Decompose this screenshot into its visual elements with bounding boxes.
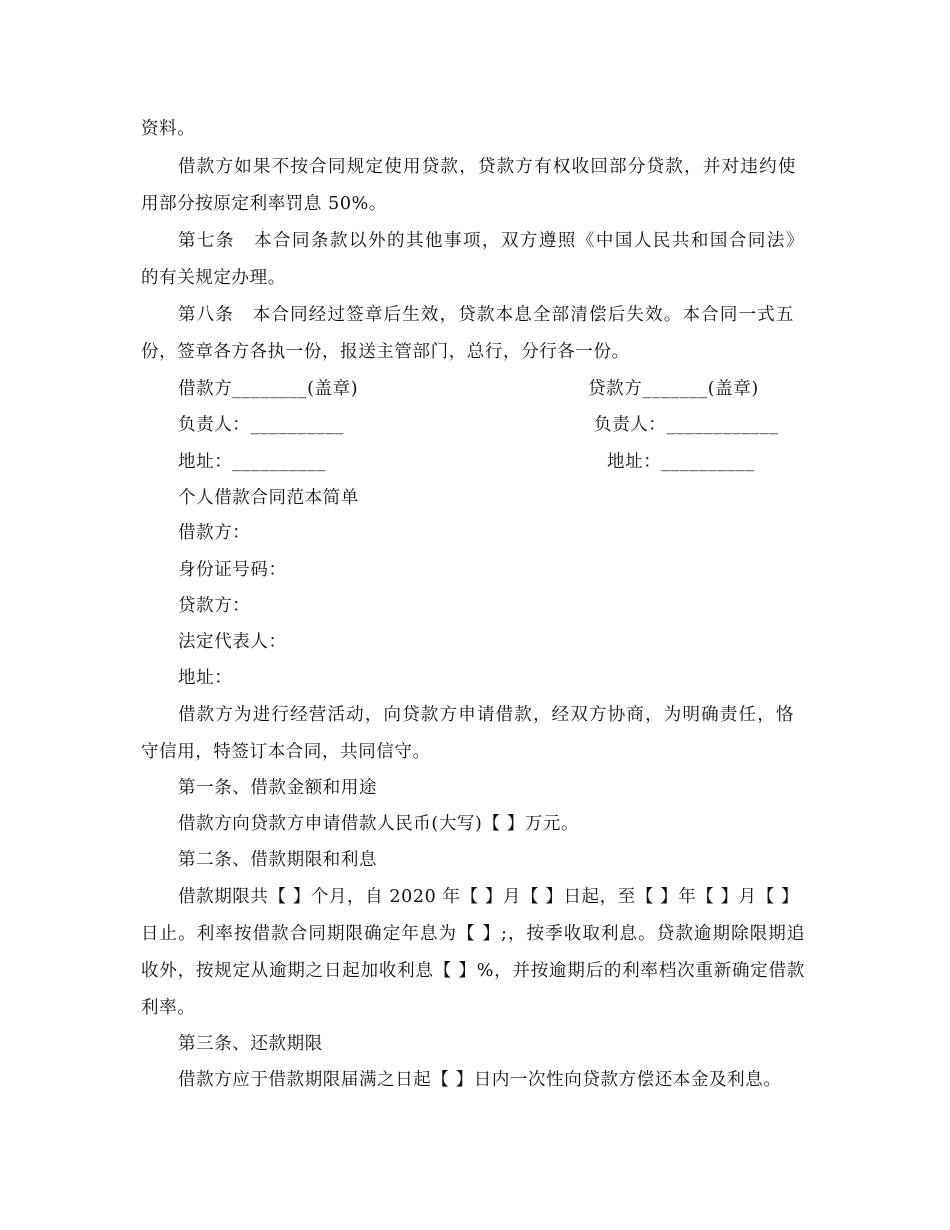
- article2-line-4: 利率。: [141, 998, 196, 1018]
- article7-line-2: 的有关规定办理。: [141, 268, 286, 288]
- continuation-line: 资料。: [141, 119, 196, 139]
- article1-body: 借款方向贷款方申请借款人民币(大写)【 】万元。: [178, 814, 580, 834]
- field-id-number: 身份证号码：: [178, 560, 287, 580]
- article2-line-1: 借款期限共【 】个月，自 2020 年【 】月【 】日起，至【 】年【 】月【 】: [178, 887, 800, 907]
- article2-line-3: 收外，按规定从逾期之日起加收利息【 】%，并按逾期后的利率档次重新确定借款: [141, 961, 805, 981]
- article8-line-2: 份，签章各方各执一份，报送主管部门，总行，分行各一份。: [141, 342, 630, 362]
- signature-lender: 贷款方_______(盖章): [588, 379, 759, 399]
- article3-title: 第三条、还款期限: [178, 1034, 323, 1054]
- penalty-clause-line-2: 用部分按原定利率罚息 50%。: [141, 194, 387, 214]
- signature-borrower: 借款方________(盖章): [178, 379, 359, 399]
- signature-responsible-right: 负责人：____________: [594, 415, 779, 435]
- signature-address-right: 地址：__________: [607, 452, 755, 472]
- field-borrower: 借款方：: [178, 523, 251, 543]
- article2-line-2: 日止。利率按借款合同期限确定年息为【 】;，按季收取利息。贷款逾期除限期追: [141, 924, 805, 944]
- article7-line-1: 第七条 本合同条款以外的其他事项，双方遵照《中国人民共和国合同法》: [178, 231, 804, 251]
- preamble-line-1: 借款方为进行经营活动，向贷款方申请借款，经双方协商，为明确责任，恪: [178, 705, 794, 725]
- signature-address-left: 地址：__________: [178, 452, 326, 472]
- second-contract-title: 个人借款合同范本简单: [178, 488, 359, 508]
- penalty-clause-line-1: 借款方如果不按合同规定使用贷款，贷款方有权收回部分贷款，并对违约使: [178, 157, 796, 177]
- article2-title: 第二条、借款期限和利息: [178, 850, 378, 870]
- field-legal-representative: 法定代表人：: [178, 632, 287, 652]
- field-address: 地址：: [178, 668, 233, 688]
- article3-body: 借款方应于借款期限届满之日起【 】日内一次性向贷款方偿还本金及利息。: [178, 1070, 782, 1090]
- article8-line-1: 第八条 本合同经过签章后生效，贷款本息全部清偿后失效。本合同一式五: [178, 305, 794, 325]
- signature-responsible-left: 负责人：__________: [178, 415, 344, 435]
- field-lender: 贷款方：: [178, 596, 251, 616]
- article1-title: 第一条、借款金额和用途: [178, 778, 378, 798]
- preamble-line-2: 守信用，特签订本合同，共同信守。: [141, 742, 431, 762]
